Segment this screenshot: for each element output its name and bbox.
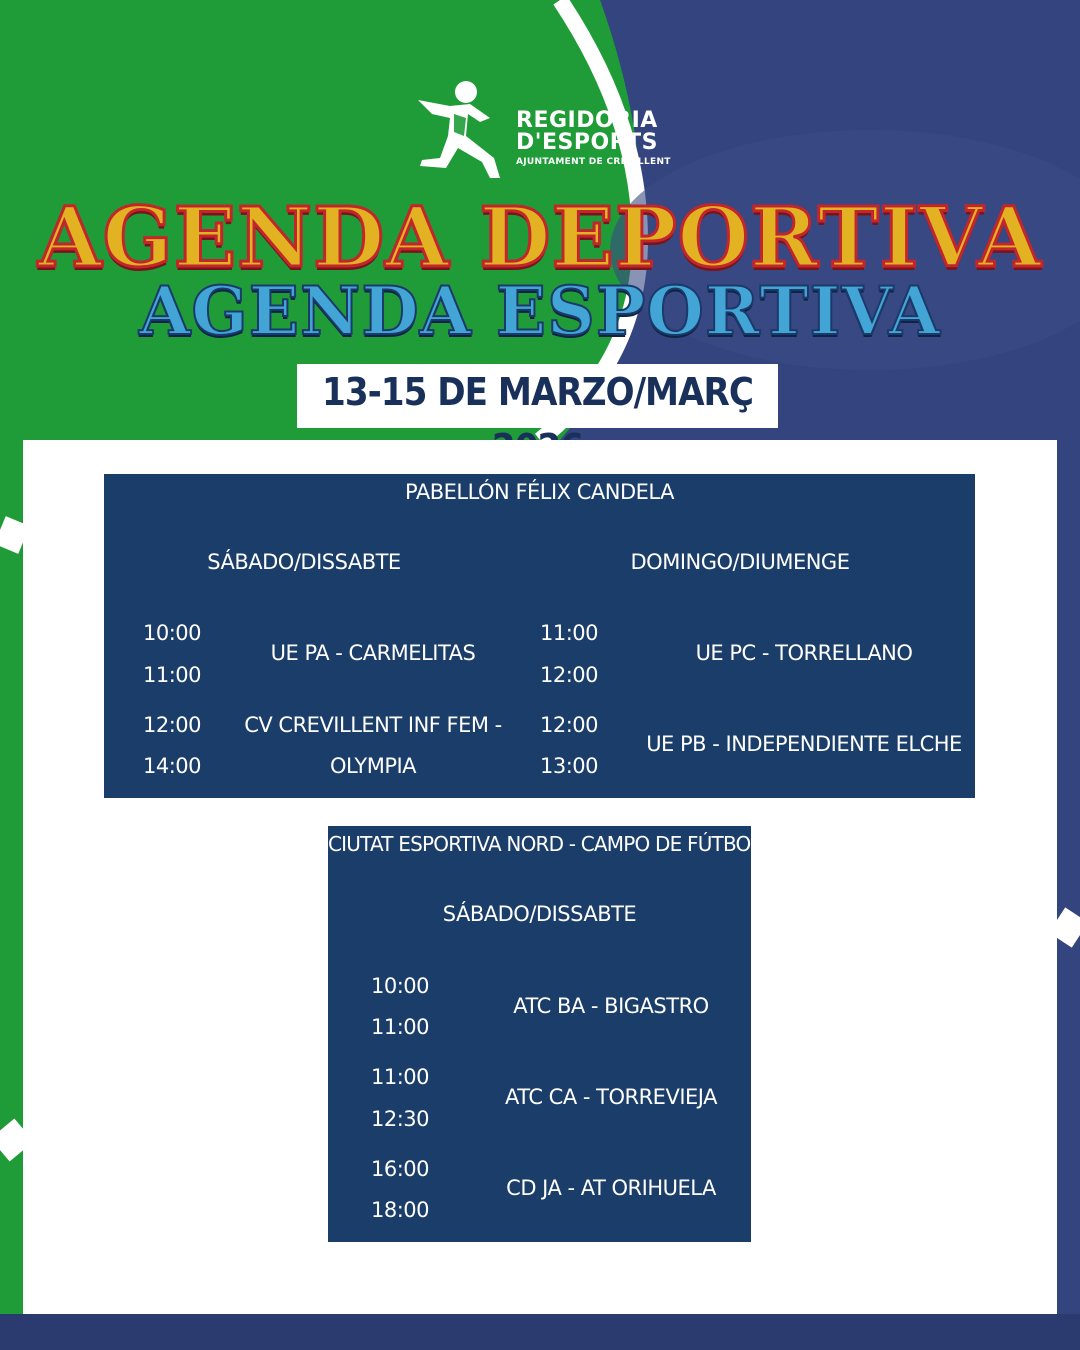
time-start: 11:00 bbox=[370, 1065, 430, 1089]
date-banner: 13-15 DE MARZO/MARÇ bbox=[297, 364, 778, 428]
title-catalan: AGENDA ESPORTIVA bbox=[139, 272, 941, 350]
day-header-sunday: DOMINGO/DIUMENGE bbox=[630, 550, 850, 574]
logo-text bbox=[516, 110, 671, 167]
time-end: 12:00 bbox=[539, 663, 599, 687]
logo-line-3 bbox=[516, 158, 671, 167]
match-label-line-1: CV CREVILLENT INF FEM - bbox=[244, 713, 502, 737]
match-label: ATC CA - TORREVIEJA bbox=[505, 1085, 717, 1109]
venue-title: PABELLÓN FÉLIX CANDELA bbox=[405, 480, 674, 504]
time-start: 10:00 bbox=[142, 621, 202, 645]
match-label-line-2: OLYMPIA bbox=[329, 754, 417, 778]
logo-line-1: REGIDORIA bbox=[516, 108, 658, 133]
venue-card-ciutat-esportiva bbox=[328, 826, 761, 1242]
time-end: 18:00 bbox=[370, 1198, 430, 1222]
logo-line-2: D'ESPORTS bbox=[516, 130, 658, 155]
match-label: ATC BA - BIGASTRO bbox=[513, 994, 709, 1018]
match-label: UE PA - CARMELITAS bbox=[270, 641, 476, 665]
match-label: UE PC - TORRELLANO bbox=[695, 641, 913, 665]
day-header-saturday: SÁBADO/DISSABTE bbox=[442, 902, 637, 926]
time-end: 12:30 bbox=[370, 1107, 430, 1131]
time-start: 16:00 bbox=[370, 1157, 430, 1181]
logo-line-3b: CREVILLENT bbox=[606, 157, 671, 167]
venue-card-pabellon bbox=[104, 474, 975, 798]
match-label: CD JA - AT ORIHUELA bbox=[506, 1176, 716, 1200]
day-header-saturday: SÁBADO/DISSABTE bbox=[207, 550, 401, 574]
title-spanish: AGENDA DEPORTIVA bbox=[37, 190, 1043, 286]
time-start: 12:00 bbox=[142, 713, 202, 737]
time-end: 13:00 bbox=[539, 754, 599, 778]
venue-title: CIUTAT ESPORTIVA NORD - CAMPO DE FÚTBOL bbox=[328, 832, 761, 856]
logo-line-3a: AJUNTAMENT DE bbox=[516, 157, 603, 167]
time-start: 12:00 bbox=[539, 713, 599, 737]
time-end: 14:00 bbox=[142, 754, 202, 778]
time-start: 11:00 bbox=[539, 621, 599, 645]
time-end: 11:00 bbox=[370, 1015, 430, 1039]
match-label: UE PB - INDEPENDIENTE ELCHE bbox=[646, 732, 962, 756]
time-start: 10:00 bbox=[370, 974, 430, 998]
time-end: 11:00 bbox=[142, 663, 202, 687]
